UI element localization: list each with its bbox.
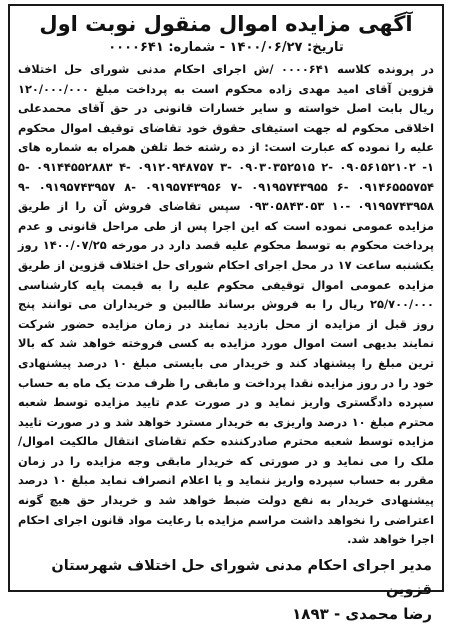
signer-title: مدیر اجرای احکام مدنی شورای حل اختلاف شهرستان قزوین [51,557,432,598]
notice-title: آگهی مزایده اموال منقول نوبت اول [39,12,413,36]
notice-date-and-number: تاریخ: ۱۴۰۰/۰۶/۲۷ - شماره: ۰۰۰۰۶۴۱ [108,40,344,55]
notice-body: در پرونده کلاسه ۰۰۰۰۶۴۱ /ش اجرای احکام مدنی شورای حل اختلاف قزوین آقای امید مهدی زاده محکوم است به پرداخت مبلغ ۱۲۰/۰۰۰/۰۰۰ ریال بابت اصل خواسته و سایر خسارات قانونی در حق آقای محمدعلی اخلاقی محکوم له جهت استیفای حقوق خود تقاضای توقیف اموال محکوم علیه را نموده که عبارت است: از ده رشته خط تلفن همراه به شماره های ۱- ۰۹۰۵۶۱۵۲۱۰۲ -۲ ۰۹۰۳۰۳۵۲۵۱۵ -۳ ۰۹۱۲۰۹۴۸۷۵۷ -۴ ۰۹۱۴۴۵۵۲۸۸۳ -۵ ۰۹۱۴۶۵۵۵۷۵۴ -۶ ۰۹۱۹۵۷۴۳۹۵۵ -۷ ۰۹۱۹۵۷۴۳۹۵۶ -۸ ۰۹۱۹۵۷۴۳۹۵۷ -۹ ۰۹۱۹۵۷۴۳۹۵۸ -۱۰ ۰۹۳۰۵۸۴۳۰۵۳ سپس تقاضای فروش آن را از طریق مزایده عمومی نموده است که این اجرا پس از طی مراحل قانونی و عدم پرداخت محکوم به توسط محکوم علیه قصد دارد در مورخه ۱۴۰۰/۰۷/۲۵ روز یکشنبه ساعت ۱۷ در محل اجرای احکام شورای حل اختلاف قزوین از طریق مزایده عمومی اموال توقیفی محکوم علیه را به قیمت پایه کارشناسی ۲۵/۷۰۰/۰۰۰ ریال را به فروش برساند طالبین و خریداران می توانند پنج روز قبل از مزایده از محل بازدید نمایند در زمان مزایده حضور شرکت نمایند بدیهی است اموال مورد مزایده به کسی فروخته خواهد شد که بالا ترین مبلغ را پیشنهاد کند و خریدار می بایستی مبلغ ۱۰ درصد پیشنهادی خود را در روز مزایده نقدا پرداخت و مابقی را ظرف مدت یک ماه به حساب سپرده دادگستری واریز نماید و در صورت عدم تایید مزایده توسط شعبه محترم مبلغ ۱۰ درصد واریزی به خریدار مسترد خواهد شد و در صورت تایید مزایده توسط شعبه محترم صادرکننده حکم تقاضای انتقال مالکیت اموال/ملک را می نماید و در صورتی که خریدار مابقی وجه مزایده را در زمان مقرر به حساب سپرده واریز ننماید و یا اعلام انصراف نماید مبلغ ۱۰ درصد پیشنهادی خریدار به نفع دولت ضبط خواهد شد و خریدار حق هیچ گونه اعتراضی را نخواهد داشت مراسم مزایده با رعایت مواد قانون اجرای احکام اجرا خواهد شد. [18,62,435,547]
notice-signature-block [18,554,434,626]
notice-frame [8,4,444,623]
signer-name: رضا محمدی - ۱۸۹۳ [292,604,432,623]
